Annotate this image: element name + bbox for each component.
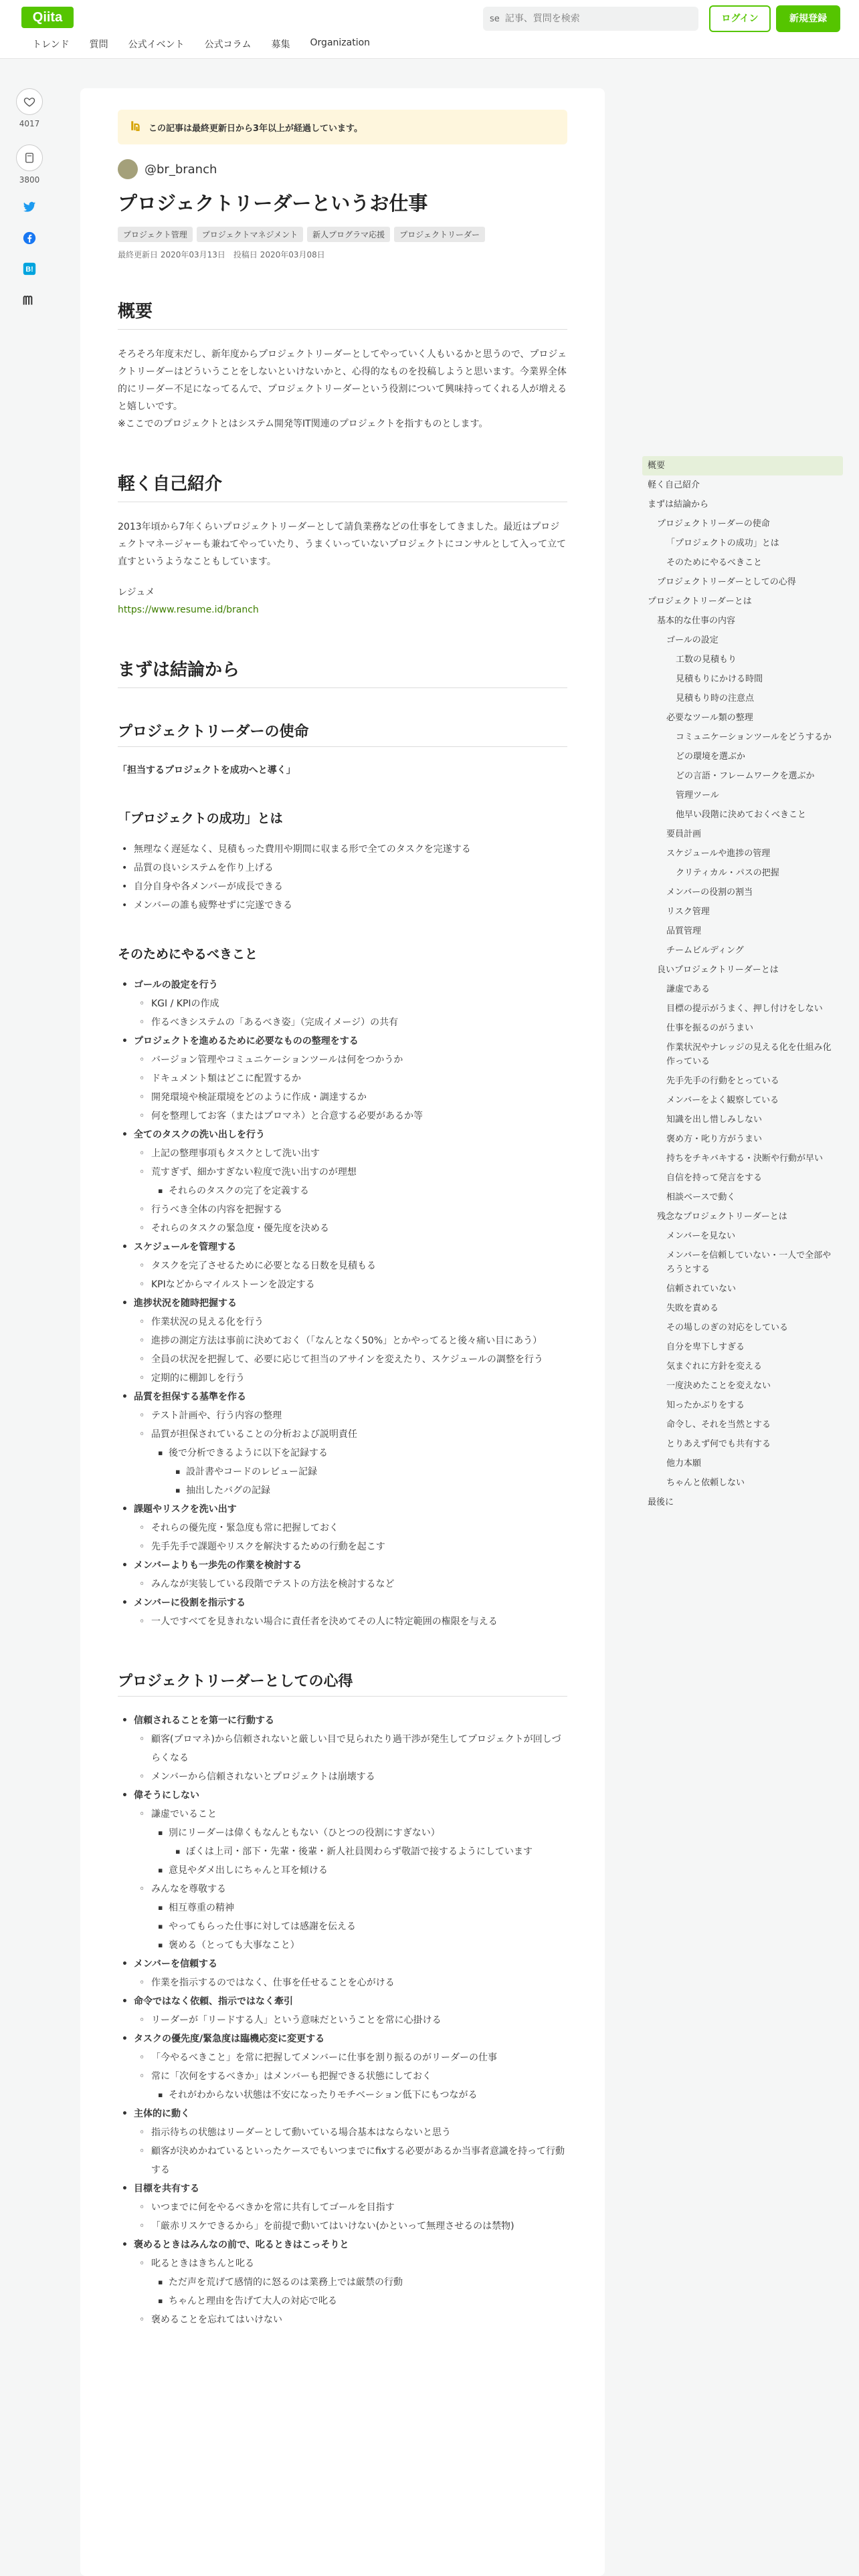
list-item: ▪ ちゃんと理由を告げて大人の対応で叱る [169,2292,567,2311]
article-dates: 最終更新日 2020年03月13日 投稿日 2020年03月08日 [118,250,325,259]
list-item-text: 謙虚でいること [151,1809,217,1820]
success-list [118,840,567,915]
list-item: ◦ 上記の整理事項もタスクとして洗い出す [151,1144,567,1163]
outdated-notice [118,110,567,144]
list-item: ◦ 行うべき全体の内容を把握する [151,1200,567,1219]
toc-item[interactable]: ちゃんと依頼しない [666,1478,745,1488]
list-item [134,1032,567,1125]
toc-item[interactable]: 「プロジェクトの成功」とは [666,538,779,548]
author-name[interactable]: @br_branch [145,162,217,177]
list-item-text: 後で分析できるように以下を記録する [169,1448,328,1459]
list-item: ◦ 作るべきシステムの「あるべき姿」（完成イメージ）の共有 [151,1013,567,1032]
toc-item[interactable]: 仕事を振るのがうまい [666,1023,754,1033]
list-item [134,1556,567,1594]
like-count: 4017 [19,119,40,128]
nav-recruit[interactable]: 募集 [271,39,290,50]
toc-item[interactable]: 自分を卑下しすぎる [666,1342,745,1352]
hatena-icon [23,262,36,276]
resume-label: レジュメ [118,587,155,598]
list-item: ▪ 設計書やコードのレビュー記録 [186,1463,567,1481]
list-item [134,2030,567,2105]
toc-item[interactable]: メンバーを見ない [666,1231,736,1241]
toc-item[interactable]: 見積もりにかける時間 [676,674,763,684]
list-item-text: メンバーに役割を指示する [134,1598,246,1608]
todo-list [118,976,567,1631]
list-item: ◦ それらの優先度・緊急度も常に把握しておく [151,1519,567,1537]
tag-list [118,227,567,242]
hatena-share-button[interactable] [15,262,44,281]
heading-todo: そのためにやるべきこと [118,947,258,962]
toc-item[interactable]: どの言語・フレームワークを選ぶか [676,771,815,781]
list-item: ◦ 褒めることを忘れてはいけない [151,2311,567,2329]
list-item: ◦ みんなが実装している段階でテストの方法を検討するなど [151,1575,567,1594]
toc-item[interactable]: どの環境を選ぶか [676,752,746,762]
toc-item[interactable]: 他早い段階に決めておくべきこと [676,810,807,820]
toc-item[interactable]: プロジェクトリーダーとは [648,597,752,607]
facebook-share-button[interactable] [15,231,44,250]
toc-item[interactable]: 失敗を責める [666,1303,719,1313]
twitter-icon [23,201,36,213]
list-item-text: 褒めるときはみんなの前で、叱るときはこっそりと [134,2240,349,2250]
list-item [134,1992,567,2030]
toc-item[interactable]: メンバーをよく観察している [666,1095,779,1105]
list-item: ◦ KPIなどからマイルストーンを設定する [151,1275,567,1294]
list-item-text: 常に「次何をするべきか」はメンバーも把握できる状態にしておく [151,2071,432,2082]
list-item [151,2254,567,2311]
toc-item[interactable]: 持ちをチキバキする・決断や行動が早い [666,1154,824,1164]
list-item: ▪ それがわからない状態は不安になったりモチベーション低下にもつながる [169,2086,567,2105]
list-item: ◦ 一人ですべてを見きれない場合に責任者を決めてその人に特定範囲の権限を与える [151,1612,567,1631]
list-item: ◦ いつまでに何をやるべきかを常に共有してゴールを目指す [151,2198,567,2217]
list-item-text: 荒すぎず、細かすぎない粒度で洗い出すのが理想 [151,1167,357,1178]
toc-item[interactable]: メンバーを信頼していない・一人で全部やろうとする [666,1251,832,1275]
side-actions [15,88,44,324]
twitter-share-button[interactable] [15,201,44,219]
heading-success: 「プロジェクトの成功」とは [118,811,283,826]
article-body [118,298,567,2329]
heading-intro: 軽く自己紹介 [118,470,567,502]
search-input[interactable] [505,13,686,24]
more-share-button[interactable] [15,293,44,312]
list-item-text: タスクの優先度/緊急度は臨機応変に変更する [134,2034,325,2044]
list-item [151,2067,567,2105]
list-item [134,1711,567,1786]
list-item [169,1444,567,1500]
list-item-text: メンバーよりも一歩先の作業を検討する [134,1560,302,1571]
toc-item[interactable]: プロジェクトリーダーの使命 [657,519,770,529]
toc-item[interactable]: リスク管理 [666,907,710,917]
like-button[interactable] [16,88,43,115]
toc-item[interactable]: 軽く自己紹介 [648,480,700,490]
list-item: ◦ 作業状況の見える化を行う [151,1313,567,1331]
notice-text: この記事は最終更新日から3年以上が経過しています。 [149,123,363,134]
info-icon [130,119,142,135]
list-item-text: 命令ではなく依頼、指示ではなく牽引 [134,1996,293,2007]
list-item [151,1880,567,1955]
list-item [169,1824,567,1861]
list-item-text: 偉そうにしない [134,1790,199,1801]
heading-overview: 概要 [118,298,567,330]
list-item: ▪ 褒める（とっても大事なこと） [169,1936,567,1955]
toc-item[interactable]: まずは結論から [648,500,709,510]
mindset-list [118,1711,567,2329]
list-item [134,1594,567,1631]
nav-organization[interactable]: Organization [310,37,371,48]
tag[interactable]: プロジェクト管理 [118,227,193,242]
resume-link[interactable]: https://www.resume.id/branch [118,605,259,615]
overview-paragraph: そろそろ年度末だし、新年度からプロジェクトリーダーとしてやっていく人もいるかと思うので、プロジェクトリーダーはどういうことをしないといけないかと、心得的なものを投稿しようと思います。今業界全体的にリーダー不足になってるんで、プロジェクトリーダーという役割について興味持ってくれる人が増えると嬉しいです。 [118,349,567,412]
global-nav [32,37,390,51]
toc-item[interactable]: スケジュールや進捗の管理 [666,849,771,859]
list-item: ▪ 抽出したバグの記録 [186,1481,567,1500]
mission-text: 「担当するプロジェクトを成功へと導く」 [118,765,296,776]
list-item [151,1805,567,1880]
list-item: ◦ テスト計画や、行う内容の整理 [151,1406,567,1425]
toc-item[interactable]: 品質管理 [666,926,702,936]
list-item-text: 品質が担保されていることの分析および説明責任 [151,1429,357,1440]
list-item [134,1786,567,1955]
toc-item[interactable]: コミュニケーションツールをどうするか [676,732,832,742]
qiita-logo[interactable]: Qiita [21,7,74,28]
list-item: ◦ 作業を指示するのではなく、仕事を任せることを心がける [151,1973,567,1992]
toc-item[interactable]: 残念なプロジェクトリーダーとは [657,1212,787,1222]
list-item [134,2105,567,2179]
list-item [134,1238,567,1294]
list-item: ◦ メンバーから信頼されないとプロジェクトは崩壊する [151,1767,567,1786]
list-item [134,1125,567,1238]
list-item-text: 叱るときはきちんと叱る [151,2258,254,2269]
toc-item[interactable]: 要員計画 [666,829,702,839]
toc-item[interactable]: 一度決めたことを変えない [666,1381,771,1391]
heading-mission: プロジェクトリーダーの使命 [118,720,567,747]
list-item-text: 全てのタスクの洗い出しを行う [134,1130,265,1140]
tag[interactable]: 新人プログラマ応援 [307,227,390,242]
list-item: ▪ ぼくは上司・部下・先輩・後輩・新人社員関わらず敬語で接するようにしています [186,1842,567,1861]
list-item: ◦ 「厳赤リスケできるから」を前提で動いてはいけない(かといって無理させるのは禁物) [151,2217,567,2236]
list-item-text: ゴールの設定を行う [134,980,218,990]
list-item-text: 品質を担保する基準を作る [134,1392,246,1402]
toc-item[interactable]: 命令し、それを当然とする [666,1420,771,1430]
list-item [151,1425,567,1500]
list-item [134,976,567,1032]
svg-text:B!: B! [25,265,33,274]
login-button[interactable]: ログイン [709,5,771,32]
nav-official-events[interactable]: 公式イベント [128,39,185,50]
toc-item[interactable]: 謙虚である [666,984,710,994]
heading-conclusion: まずは結論から [118,656,567,688]
toc-item[interactable]: メンバーの役割の割当 [666,887,753,897]
signup-button[interactable]: 新規登録 [776,5,840,32]
toc-item[interactable]: チームビルディング [666,946,744,956]
toc-item[interactable]: クリティカル・パスの把握 [676,868,779,878]
tag[interactable]: プロジェクトマネジメント [197,227,303,242]
list-item: ▪ 意見やダメ出しにちゃんと耳を傾ける [169,1861,567,1880]
list-item-text: 進捗状況を随時把握する [134,1298,237,1309]
toc-item[interactable]: 作業状況やナレッジの見える化を仕組み化作っている [666,1043,832,1067]
m-icon [23,295,36,306]
stock-button[interactable] [16,144,43,171]
list-item: ◦ それらのタスクの緊急度・優先度を決める [151,1219,567,1238]
toc-item[interactable]: 目標の提示がうまく、押し付けをしない [666,1004,823,1014]
toc-item[interactable]: 基本的な仕事の内容 [657,616,736,626]
list-item: • 自分自身や各メンバーが成長できる [134,877,567,896]
toc-item[interactable]: 知識を出し惜しみしない [666,1115,763,1125]
toc-item[interactable]: 概要 [642,456,843,475]
heart-icon [23,96,35,108]
list-item: ◦ 何を整理してお客（またはプロマネ）と合意する必要があるか等 [151,1107,567,1125]
overview-note: ※ここでのプロジェクトとはシステム開発等IT関連のプロジェクトを指すものとします。 [118,419,488,429]
toc-item[interactable]: 気まぐれに方針を変える [666,1362,763,1372]
list-item [134,2236,567,2329]
list-item: ◦ バージョン管理やコミュニケーションツールは何をつかうか [151,1051,567,1069]
nav-trend[interactable]: トレンド [32,39,70,50]
list-item [134,1294,567,1388]
toc-item[interactable]: 最後に [648,1497,674,1507]
list-item-text: 課題やリスクを洗い出す [134,1504,237,1515]
tag[interactable]: プロジェクトリーダー [394,227,485,242]
folder-icon [23,152,35,164]
search-icon: se [490,13,500,24]
list-item: • 無理なく遅延なく、見積もった費用や期間に収まる形で全てのタスクを完遂する [134,840,567,859]
toc-item[interactable]: 他力本願 [666,1459,702,1469]
toc-item[interactable]: その場しのぎの対応をしている [666,1323,789,1333]
list-item: ◦ リーダーが「リードする人」という意味だということを常に心掛ける [151,2011,567,2030]
list-item: ◦ 先手先手で課題やリスクを解決するための行動を起こす [151,1537,567,1556]
list-item: ◦ 「今やるべきこと」を常に把握してメンバーに仕事を割り振るのがリーダーの仕事 [151,2048,567,2067]
article [80,88,605,2576]
list-item-text: プロジェクトを進めるために必要なものの整理をする [134,1036,359,1047]
list-item: ◦ 顧客が決めかねているといったケースでもいつまでにfixする必要があるか当事者意識を持って行動する [151,2142,567,2179]
list-item-text: 信頼されることを第一に行動する [134,1715,274,1726]
toc-item[interactable]: 必要なツール類の整理 [666,713,753,723]
list-item [134,1500,567,1556]
list-item: ◦ 顧客(プロマネ)から信頼されないと厳しい目で見られたり過干渉が発生してプロジェクトが回しづらくなる [151,1730,567,1767]
toc-item[interactable]: とりあえず何でも共有する [666,1439,771,1449]
facebook-icon [23,231,36,245]
list-item: ▪ やってもらった仕事に対しては感謝を伝える [169,1917,567,1936]
toc-item[interactable]: ゴールの設定 [666,635,719,645]
top-bar [0,0,859,59]
list-item: ◦ 開発環境や検証環境をどのように作成・調達するか [151,1088,567,1107]
list-item: ▪ それらのタスクの完了を定義する [169,1182,567,1200]
heading-mindset: プロジェクトリーダーとしての心得 [118,1670,567,1697]
like-action [15,88,44,128]
list-item: ◦ ドキュメント類はどこに配置するか [151,1069,567,1088]
list-item [151,1163,567,1200]
list-item: • 品質の良いシステムを作り上げる [134,859,567,877]
list-item: ◦ 指示待ちの状態はリーダーとして動いている場合基本はならないと思う [151,2123,567,2142]
list-item: ◦ 進捗の測定方法は事前に決めておく（「なんとなく50%」とかやってると後々痛い目にあう） [151,1331,567,1350]
list-item: • メンバーの誰も疲弊せずに完遂できる [134,896,567,915]
intro-paragraph: 2013年頃から7年くらいプロジェクトリーダーとして請負業務などの仕事をしてきました。最近はプロジェクトマネージャーも兼ねてやっていたり、うまくいっていないプロジェクトにコンサルとして入って立て直すというようなこともしています。 [118,522,567,567]
stock-action [15,144,44,185]
list-item: ◦ KGI / KPIの作成 [151,994,567,1013]
list-item-text: みんなを尊敬する [151,1884,226,1895]
list-item: ▪ ただ声を荒げて感情的に怒るのは業務上では厳禁の行動 [169,2273,567,2292]
list-item [134,2179,567,2236]
toc-item[interactable]: プロジェクトリーダーとしての心得 [657,577,796,587]
list-item: ◦ 全員の状況を把握して、必要に応じて担当のアサインを変えたり、スケジュールの調整を行う [151,1350,567,1369]
list-item [134,1955,567,1992]
nav-official-column[interactable]: 公式コラム [204,39,252,50]
list-item-text: 別にリーダーは偉くもなんともない（ひとつの役割にすぎない） [169,1828,440,1838]
toc-item[interactable]: 相談ベースで動く [666,1192,736,1202]
nav-questions[interactable]: 質問 [89,39,108,50]
list-item: ▪ 相互尊重の精神 [169,1899,567,1917]
list-item-text: 目標を共有する [134,2183,199,2194]
list-item: ◦ タスクを完了させるために必要となる日数を見積もる [151,1257,567,1275]
toc-item[interactable]: 工数の見積もり [676,655,737,665]
list-item-text: スケジュールを管理する [134,1242,237,1253]
author[interactable] [118,159,567,179]
toc-item[interactable]: 管理ツール [676,790,719,800]
toc-item[interactable]: 自信を持って発言をする [666,1173,763,1183]
list-item [134,1388,567,1500]
list-item: ◦ 定期的に棚卸しを行う [151,1369,567,1388]
avatar[interactable] [118,159,138,179]
search-box[interactable] [483,7,698,31]
toc-item[interactable]: そのためにやるべきこと [666,558,763,568]
toc-item[interactable]: 信頼されていない [666,1284,737,1294]
stock-count: 3800 [19,175,40,185]
toc-item[interactable]: 見積もり時の注意点 [676,693,755,704]
toc-item[interactable]: 褒め方・叱り方がうまい [666,1134,763,1144]
toc-item[interactable]: 良いプロジェクトリーダーとは [657,965,779,975]
list-item-text: メンバーを信頼する [134,1959,218,1969]
article-title: プロジェクトリーダーというお仕事 [118,192,428,215]
list-item-text: 主体的に動く [134,2109,190,2119]
table-of-contents [642,456,843,1512]
toc-item[interactable]: 先手先手の行動をとっている [666,1076,779,1086]
toc-item[interactable]: 知ったかぶりをする [666,1400,745,1410]
